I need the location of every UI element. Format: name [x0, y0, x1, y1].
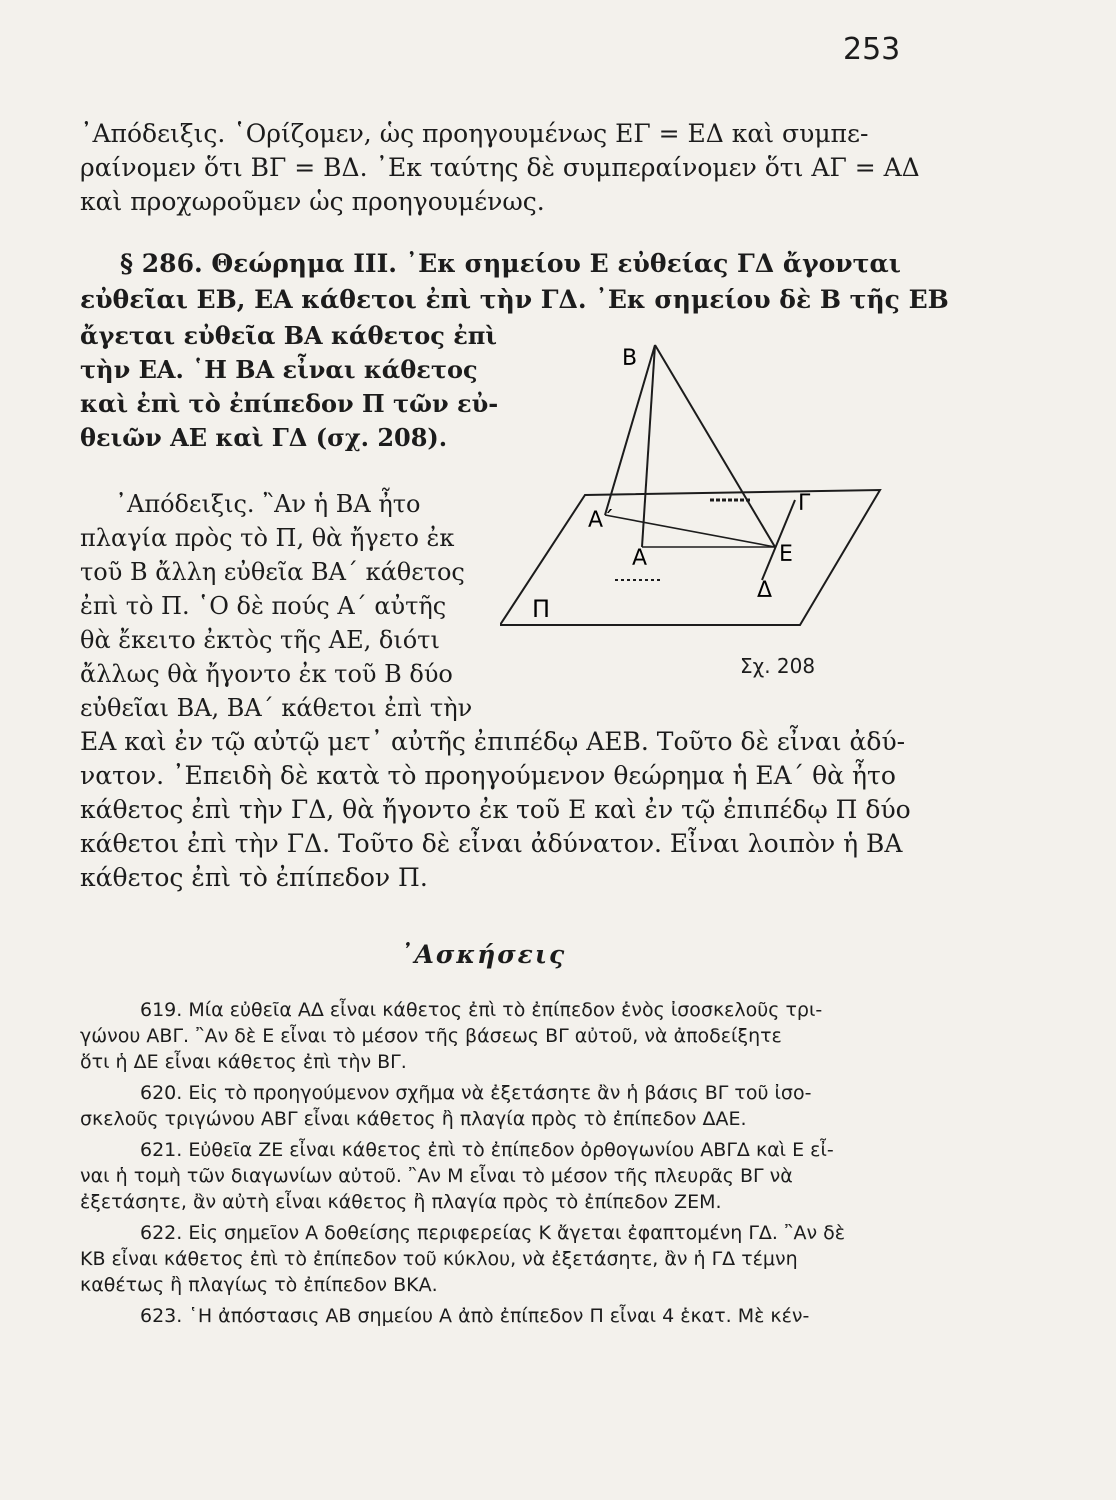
exercise-619-line-3: ὅτι ἡ ΔΕ εἶναι κάθετος ἐπὶ τὴν ΒΓ.: [80, 1051, 407, 1073]
intro-line-1: ᾿Απόδειξις. ῾Ορίζομεν, ὡς προηγουμένως ΕΓ = ΕΔ καὶ συμπε-: [80, 119, 869, 148]
exercise-621-line-1: 621. Εὐθεῖα ΖΕ εἶναι κάθετος ἐπὶ τὸ ἐπίπεδον ὀρθογωνίου ΑΒΓΔ καὶ Ε εἶ-: [140, 1139, 834, 1161]
line-aprime-e: [605, 515, 775, 547]
proof-line-3: τοῦ Β ἄλλη εὐθεῖα ΒΑ΄ κάθετος: [80, 558, 465, 586]
proof-line-10: κάθετος ἐπὶ τὴν ΓΔ, θὰ ἤγοντο ἐκ τοῦ Ε καὶ ἐν τῷ ἐπιπέδῳ Π δύο: [80, 795, 911, 824]
theorem-line-5: καὶ ἐπὶ τὸ ἐπίπεδον Π τῶν εὐ-: [80, 389, 499, 418]
exercise-623-line-1: 623. ῾Η ἀπόστασις ΑΒ σημείου Α ἀπὸ ἐπίπεδον Π εἶναι 4 ἑκατ. Μὲ κέν-: [140, 1305, 810, 1327]
exercises-heading: ᾿Ασκήσεις: [400, 940, 567, 969]
proof-line-2: πλαγία πρὸς τὸ Π, θὰ ἤγετο ἐκ: [80, 524, 455, 552]
exercise-619-line-2: γώνου ΑΒΓ. ῍Αν δὲ Ε εἶναι τὸ μέσον τῆς βάσεως ΒΓ αὐτοῦ, νὰ ἀποδείξητε: [80, 1025, 782, 1047]
figure-208: [500, 325, 890, 645]
label-b: Β: [622, 346, 638, 371]
label-a: Α: [632, 546, 648, 571]
proof-line-1: ᾿Απόδειξις. ῍Αν ἡ ΒΑ ἦτο: [115, 490, 421, 518]
line-b-e: [655, 345, 775, 547]
intro-line-2: ραίνομεν ὅτι ΒΓ = ΒΔ. ᾿Εκ ταύτης δὲ συμπεραίνομεν ὅτι ΑΓ = ΑΔ: [80, 153, 920, 182]
proof-line-4: ἐπὶ τὸ Π. ῾Ο δὲ πούς Α΄ αὐτῆς: [80, 592, 447, 620]
exercise-622-line-1: 622. Εἰς σημεῖον Α δοθείσης περιφερείας Κ ἄγεται ἐφαπτομένη ΓΔ. ῍Αν δὲ: [140, 1222, 846, 1244]
page-number: 253: [843, 32, 901, 67]
line-g-d: [762, 500, 795, 580]
proof-line-6: ἄλλως θὰ ἤγοντο ἐκ τοῦ Β δύο: [80, 660, 453, 688]
proof-line-9: νατον. ᾿Επειδὴ δὲ κατὰ τὸ προηγούμενον θεώρημα ἡ ΕΑ΄ θὰ ἦτο: [80, 761, 896, 790]
theorem-line-6: θειῶν ΑΕ καὶ ΓΔ (σχ. 208).: [80, 423, 448, 452]
exercise-622-line-3: καθέτως ἢ πλαγίως τὸ ἐπίπεδον ΒΚΑ.: [80, 1274, 438, 1296]
proof-line-7: εὐθεῖαι ΒΑ, ΒΑ΄ κάθετοι ἐπὶ τὴν: [80, 694, 473, 722]
exercise-620-line-2: σκελοῦς τριγώνου ΑΒΓ εἶναι κάθετος ἢ πλαγία πρὸς τὸ ἐπίπεδον ΔΑΕ.: [80, 1108, 747, 1130]
proof-line-8: ΕΑ καὶ ἐν τῷ αὐτῷ μετ᾿ αὐτῆς ἐπιπέδῳ ΑΕΒ. Τοῦτο δὲ εἶναι ἀδύ-: [80, 727, 906, 756]
figure-caption: Σχ. 208: [740, 654, 816, 678]
exercise-619-line-1: 619. Μία εὐθεῖα ΑΔ εἶναι κάθετος ἐπὶ τὸ ἐπίπεδον ἑνὸς ἰσοσκελοῦς τρι-: [140, 999, 823, 1021]
label-e: Ε: [779, 542, 793, 567]
proof-line-5: θὰ ἔκειτο ἐκτὸς τῆς ΑΕ, διότι: [80, 626, 440, 654]
line-b-a: [642, 345, 655, 547]
exercise-620-line-1: 620. Εἰς τὸ προηγούμενον σχῆμα νὰ ἐξετάσητε ἂν ἡ βάσις ΒΓ τοῦ ἰσο-: [140, 1082, 812, 1104]
theorem-line-3: ἄγεται εὐθεῖα ΒΑ κάθετος ἐπὶ: [80, 321, 497, 350]
label-d: Δ: [757, 578, 773, 603]
label-p: Π: [532, 595, 551, 623]
exercise-621-line-2: ναι ἡ τομὴ τῶν διαγωνίων αὐτοῦ. ῍Αν Μ εἶναι τὸ μέσον τῆς πλευρᾶς ΒΓ νὰ: [80, 1165, 793, 1187]
label-a-prime: Α΄: [588, 508, 615, 533]
plane-p: [500, 490, 880, 625]
label-g: Γ: [798, 491, 811, 516]
exercise-621-line-3: ἐξετάσητε, ἂν αὐτὴ εἶναι κάθετος ἢ πλαγία πρὸς τὸ ἐπίπεδον ΖΕΜ.: [80, 1191, 722, 1213]
theorem-line-1: § 286. Θεώρημα III. ᾿Εκ σημείου Ε εὐθείας ΓΔ ἄγονται: [120, 249, 901, 278]
exercise-622-line-2: ΚΒ εἶναι κάθετος ἐπὶ τὸ ἐπίπεδον τοῦ κύκλου, νὰ ἐξετάσητε, ἂν ἡ ΓΔ τέμνη: [80, 1248, 798, 1270]
intro-line-3: καὶ προχωροῦμεν ὡς προηγουμένως.: [80, 187, 545, 216]
theorem-line-4: τὴν ΕΑ. ῾Η ΒΑ εἶναι κάθετος: [80, 355, 478, 384]
proof-line-12: κάθετος ἐπὶ τὸ ἐπίπεδον Π.: [80, 863, 428, 892]
theorem-line-2: εὐθεῖαι ΕΒ, ΕΑ κάθετοι ἐπὶ τὴν ΓΔ. ᾿Εκ σημείου δὲ Β τῆς ΕΒ: [80, 285, 949, 314]
proof-line-11: κάθετοι ἐπὶ τὴν ΓΔ. Τοῦτο δὲ εἶναι ἀδύνατον. Εἶναι λοιπὸν ἡ ΒΑ: [80, 829, 903, 858]
